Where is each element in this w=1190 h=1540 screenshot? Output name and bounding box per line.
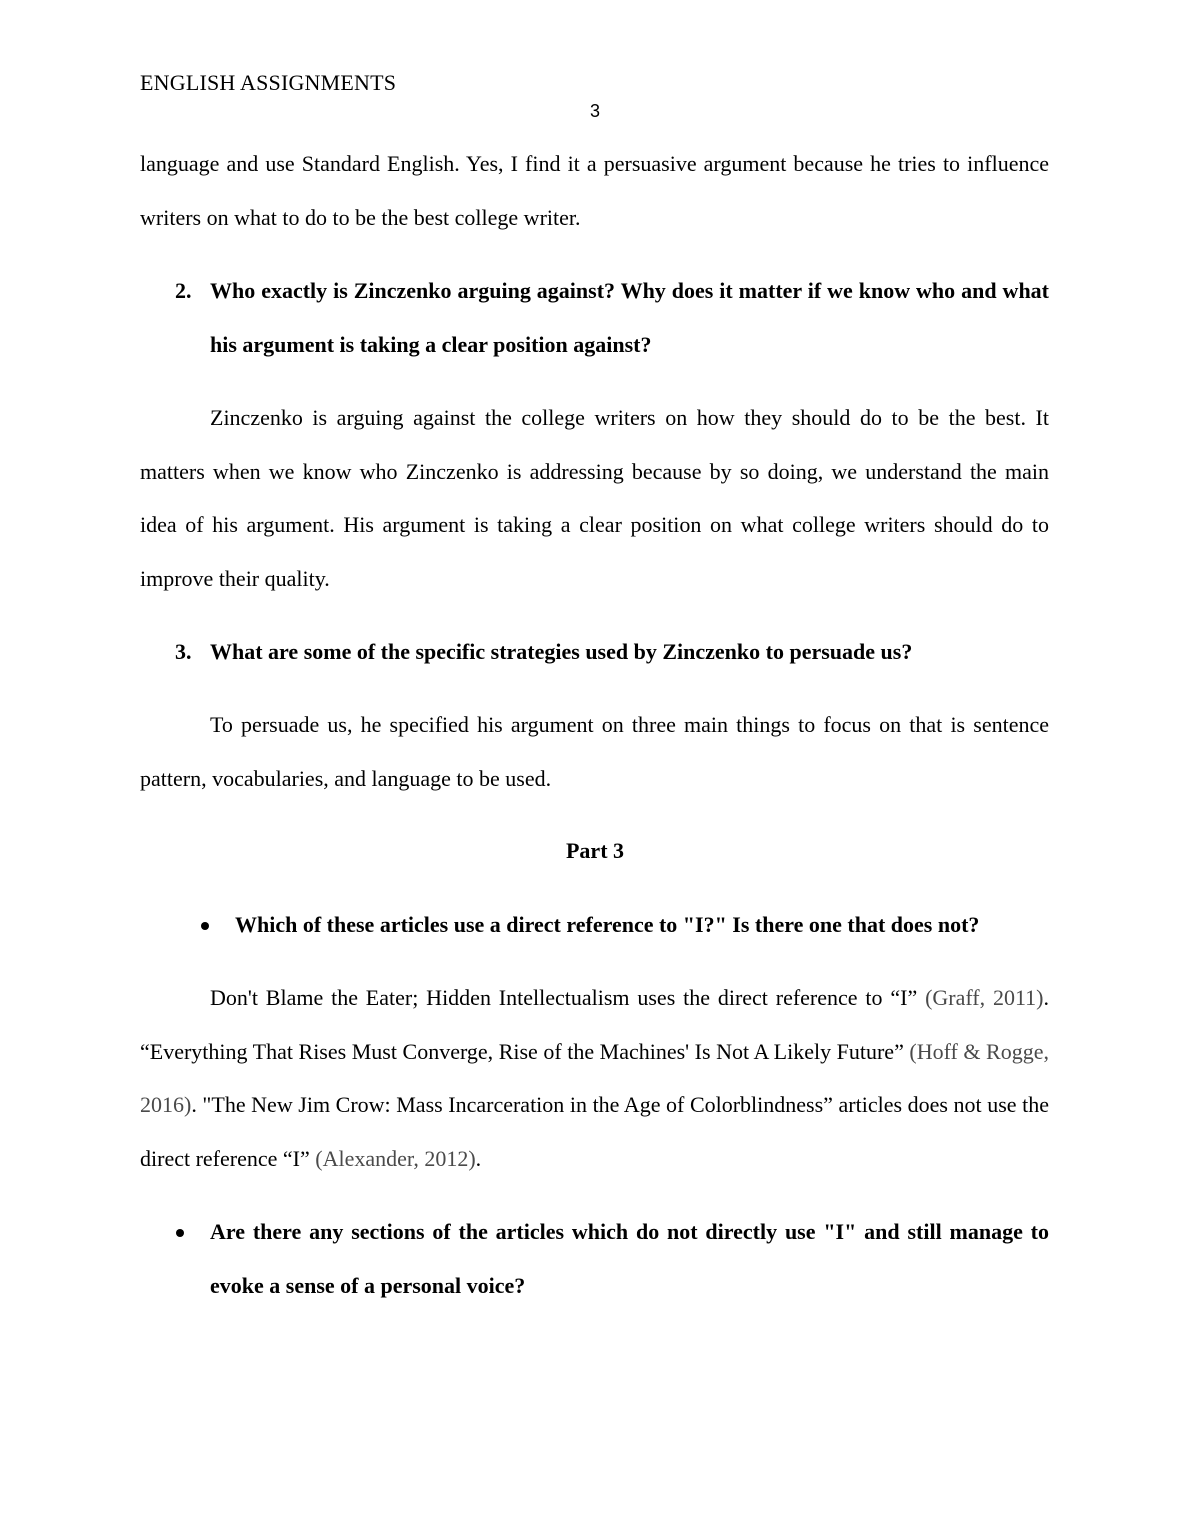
continuation-paragraph xyxy=(140,137,1049,244)
bullet-1-answer-paragraph xyxy=(140,971,1049,1185)
bullet-dot xyxy=(201,922,209,930)
answer-2-text: Zinczenko is arguing against the college writers on how they should do to be the best. It matters when we know who Zinczenko is addressing because by so doing, we understand the main idea of his argument. His argument is taking a clear position on what college writers should do to improve their quality. xyxy=(140,405,1049,591)
question-2-text: Who exactly is Zinczenko arguing against? Why does it matter if we know who and what his argument is taking a clear position against? xyxy=(210,278,1049,357)
question-3 xyxy=(140,625,1049,679)
answer-text-segment: . xyxy=(475,1145,482,1171)
bullet-1-answer-text xyxy=(140,971,1049,1185)
page-number: 3 xyxy=(589,101,600,121)
question-3-number: 3. xyxy=(175,639,192,664)
continuation-text: language and use Standard English. Yes, I find it a persuasive argument because he tries to influence writers on what to do to be the best college writer. xyxy=(140,151,1049,230)
bullet-dot xyxy=(176,1229,184,1237)
bullet-question-1 xyxy=(195,898,1049,952)
question-3-text: What are some of the specific strategies used by Zinczenko to persuade us? xyxy=(210,639,913,664)
answer-text-segment: . "The New Jim Crow: Mass Incarceration in the Age of Colorblindness” articles does not use the direct reference “I” xyxy=(140,1092,1049,1171)
part-3-heading: Part 3 xyxy=(565,838,625,863)
question-2-number: 2. xyxy=(175,278,192,303)
bullet-question-2 xyxy=(140,1205,1049,1312)
answer-text-segment: . “Everything That Rises Must Converge, Rise of the Machines' Is Not A Likely Future” xyxy=(140,985,1049,1064)
bullet-question-2-text: Are there any sections of the articles which do not directly use "I" and still manage to evoke a sense of a personal voice? xyxy=(210,1219,1049,1298)
citation-alexander: (Alexander, 2012) xyxy=(315,1145,476,1171)
answer-text-segment: Don't Blame the Eater; Hidden Intellectualism uses the direct reference to “I” xyxy=(210,985,926,1010)
answer-3-text: To persuade us, he specified his argument on three main things to focus on that is sentence pattern, vocabularies, and language to be used. xyxy=(140,712,1049,791)
citation-hoff-rogge: (Hoff & Rogge, 2016) xyxy=(140,1038,1049,1118)
answer-3-paragraph xyxy=(140,698,1049,805)
question-2 xyxy=(140,264,1049,371)
bullet-question-1-text: Which of these articles use a direct reference to "I?" Is there one that does not? xyxy=(235,912,980,937)
answer-2-paragraph xyxy=(140,391,1049,605)
running-head: ENGLISH ASSIGNMENTS xyxy=(140,70,397,95)
citation-graff: (Graff, 2011) xyxy=(925,985,1044,1010)
